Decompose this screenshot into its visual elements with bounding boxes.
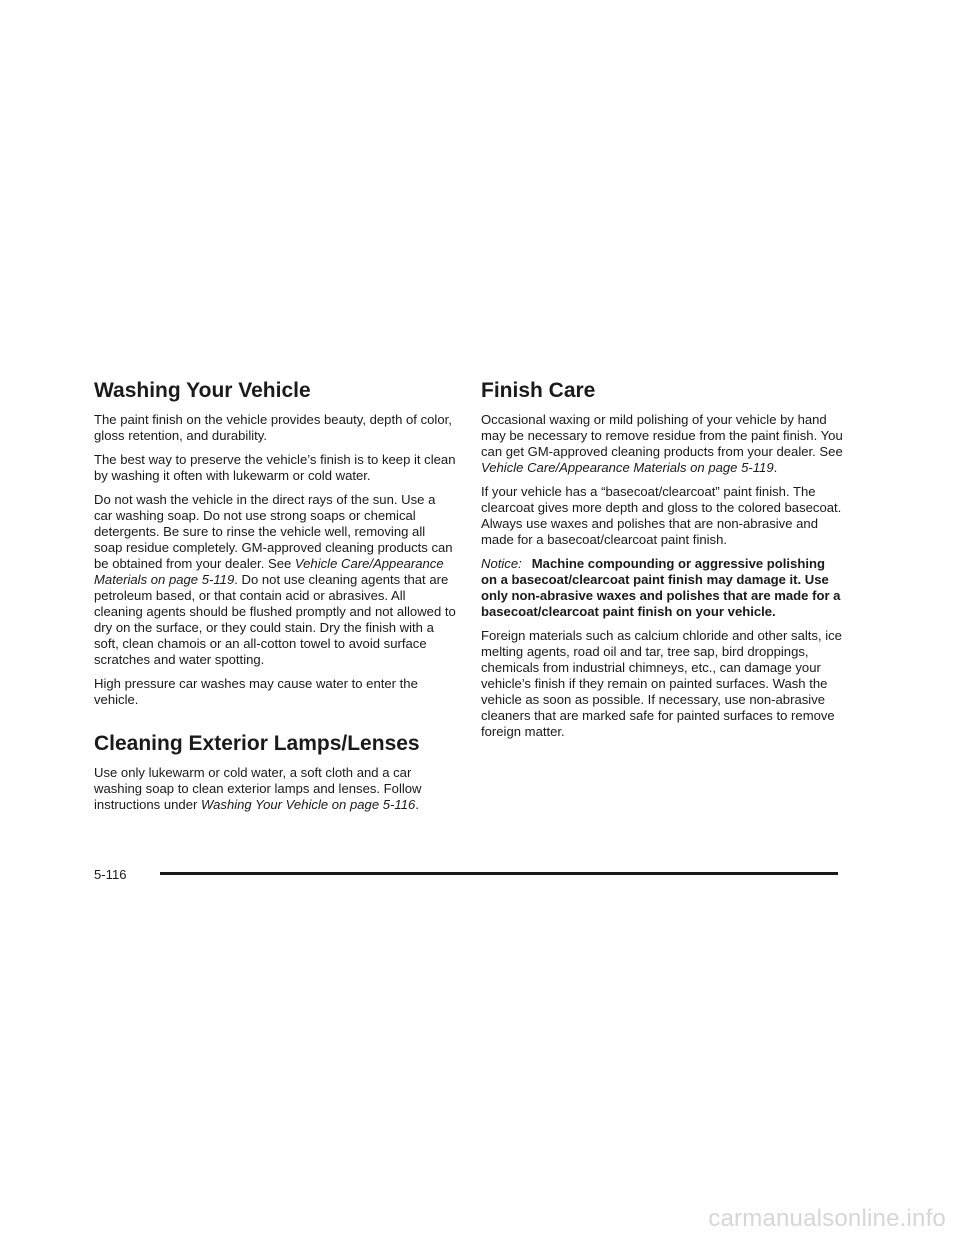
lamps-section	[94, 731, 456, 813]
notice-text: Machine compounding or aggressive polishing on a basecoat/clearcoat paint finish may damage it. Use only non-abrasive waxes and polishes that are made for a basecoat/clearcoat paint finish on your vehicle.	[481, 556, 841, 619]
washing-heading: Washing Your Vehicle	[94, 379, 311, 402]
lamps-p1-text-a: Use only lukewarm or cold water, a soft cloth and a car washing soap to clean exterior lamps and lenses. Follow instructions under	[94, 765, 422, 812]
washing-paragraph-4: High pressure car washes may cause water to enter the vehicle.	[94, 676, 418, 707]
finish-paragraph-2: If your vehicle has a “basecoat/clearcoat” paint finish. The clearcoat gives more depth and gloss to the colored basecoat. Always use waxes and polishes that are non-abrasive and made for a basecoat/clearcoat paint finish.	[481, 484, 842, 547]
finish-p1-reference: Vehicle Care/Appearance Materials on page 5-119	[481, 460, 774, 475]
left-column	[94, 378, 456, 821]
page-number: 5-116	[94, 867, 127, 882]
washing-p3-text-a: Do not wash the vehicle in the direct rays of the sun. Use a car washing soap. Do not use strong soaps or chemical detergents. Be sure to rinse the vehicle well, removing all soap residue completely. GM-approved cleaning products can be obtained from your dealer. See	[94, 492, 453, 571]
washing-p3-text-b: . Do not use cleaning agents that are petroleum based, or that contain acid or abrasives. All cleaning agents should be flushed promptly and not allowed to dry on the surface, or they could stain. Dry the finish with a soft, clean chamois or an all-cotton towel to avoid surface scratches and water spotting.	[94, 572, 456, 667]
washing-section	[94, 378, 456, 708]
notice-label: Notice:	[481, 556, 522, 571]
finish-heading: Finish Care	[481, 379, 596, 402]
washing-paragraph-2: The best way to preserve the vehicle’s finish is to keep it clean by washing it often with lukewarm or cold water.	[94, 452, 456, 483]
lamps-paragraph-1	[94, 765, 456, 813]
lamps-p1-reference: Washing Your Vehicle on page 5-116	[201, 797, 416, 812]
watermark: carmanualsonline.info	[708, 1205, 946, 1232]
washing-p3-reference: Vehicle Care/Appearance Materials on page 5-119	[94, 556, 444, 587]
finish-p1-text-b: .	[773, 460, 778, 475]
finish-paragraph-1	[481, 412, 843, 476]
washing-paragraph-3	[94, 492, 456, 668]
lamps-heading: Cleaning Exterior Lamps/Lenses	[94, 732, 420, 755]
lamps-p1-text-b: .	[415, 797, 419, 812]
footer-rule	[160, 872, 838, 875]
washing-paragraph-1: The paint finish on the vehicle provides beauty, depth of color, gloss retention, and durability.	[94, 412, 452, 443]
finish-p1-text-a: Occasional waxing or mild polishing of your vehicle by hand may be necessary to remove residue from the paint finish. You can get GM-approved cleaning products from your dealer. See	[481, 412, 843, 459]
finish-paragraph-3: Foreign materials such as calcium chloride and other salts, ice melting agents, road oil and tar, tree sap, bird droppings, chemicals from industrial chimneys, etc., can damage your vehicle’s finish if they remain on painted surfaces. Wash the vehicle as soon as possible. If necessary, use non-abrasive cleaners that are marked safe for painted surfaces to remove foreign matter.	[481, 628, 842, 739]
notice-paragraph	[481, 556, 843, 620]
right-column	[481, 378, 843, 748]
finish-section	[481, 378, 843, 740]
